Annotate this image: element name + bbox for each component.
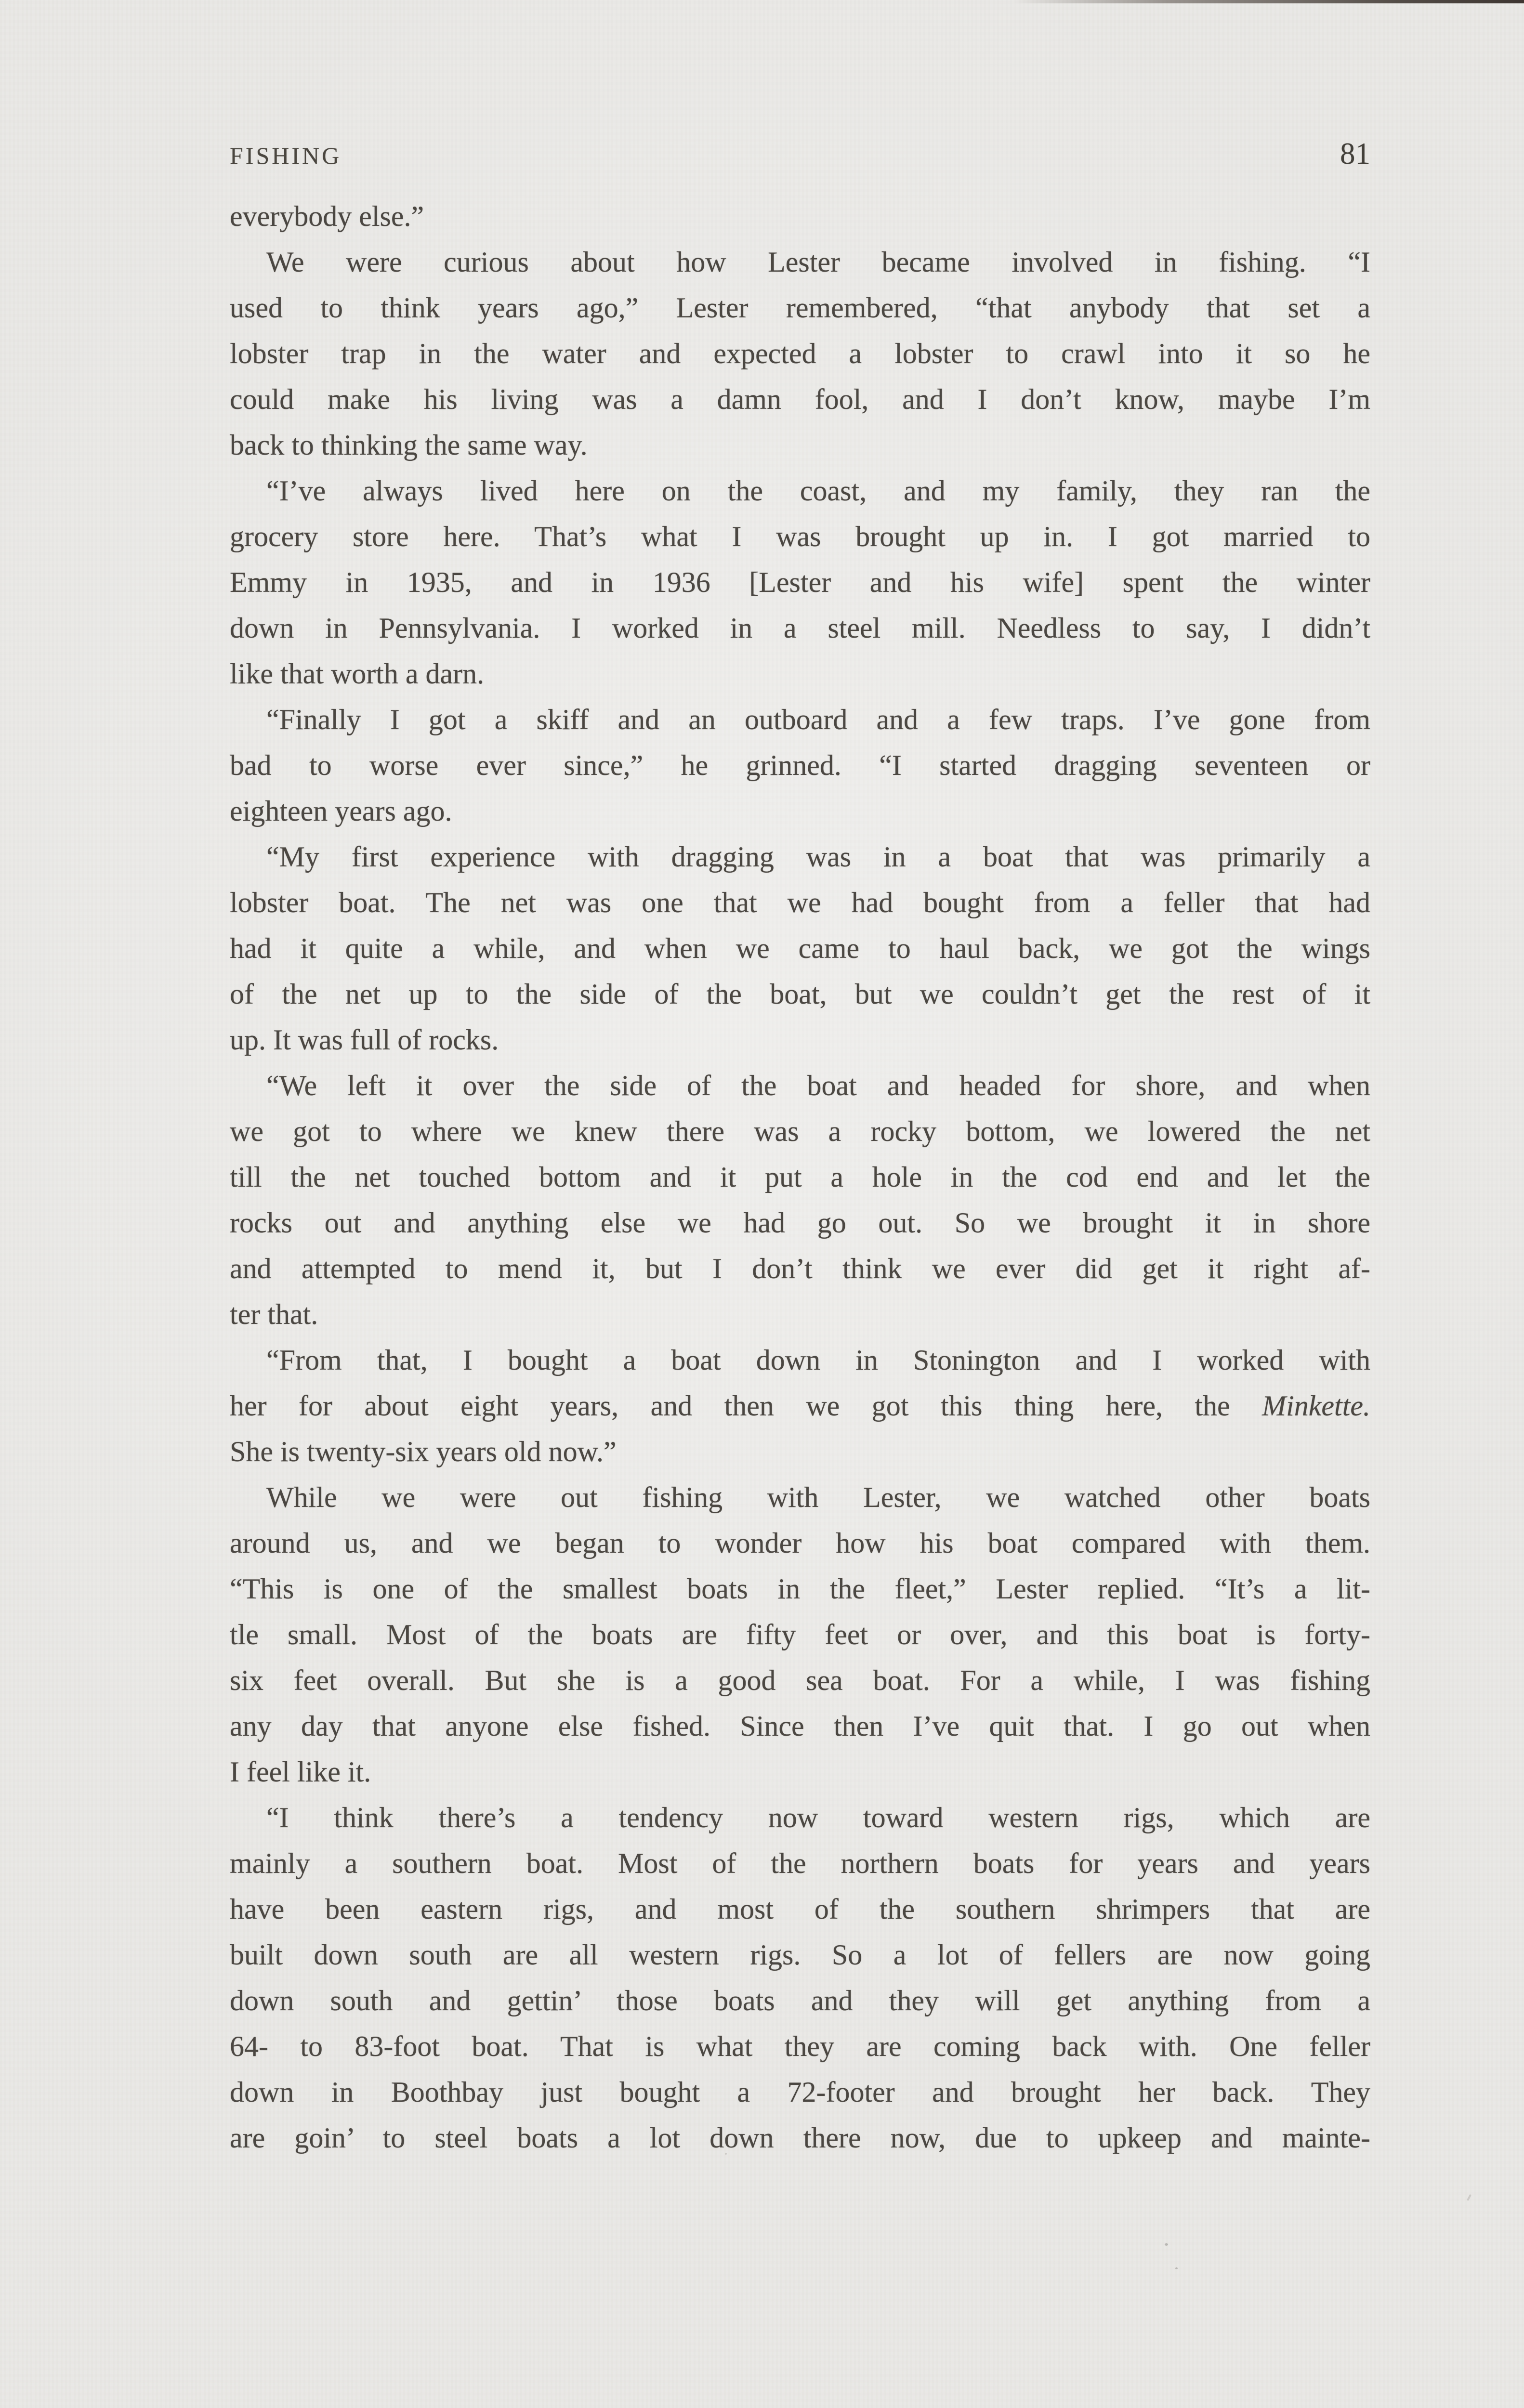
page-number: 81 [1340, 137, 1370, 170]
text-line: had it quite a while, and when we came to haul back, we got the wings [230, 932, 1370, 964]
text-line: up. It was full of rocks. [230, 1024, 499, 1056]
text-line: eighteen years ago. [230, 795, 452, 827]
text-line: six feet overall. But she is a good sea boat. For a while, I was fishing [230, 1664, 1370, 1696]
text-line: her for about eight years, and then we got this thing here, the Minkette. [230, 1390, 1370, 1422]
text-line: We were curious about how Lester became involved in fishing. “I [266, 246, 1370, 278]
text-line: She is twenty-six years old now.” [230, 1436, 617, 1467]
text-line: I feel like it. [230, 1756, 371, 1788]
text-line: bad to worse ever since,” he grinned. “I started dragging seventeen or [230, 749, 1370, 781]
text-line: Emmy in 1935, and in 1936 [Lester and his wife] spent the winter [230, 566, 1370, 598]
paper-speck [1467, 2194, 1471, 2201]
text-line: “I’ve always lived here on the coast, and my family, they ran the [266, 475, 1370, 507]
text-line: used to think years ago,” Lester remembered, “that anybody that set a [230, 292, 1370, 324]
text-line: are goin’ to steel boats a lot down there now, due to upkeep and mainte- [230, 2122, 1370, 2154]
text-line: 64- to 83-foot boat. That is what they are coming back with. One feller [230, 2030, 1370, 2062]
paper-speck [725, 2153, 727, 2155]
paper-speck [1165, 2243, 1168, 2246]
text-line: While we were out fishing with Lester, we watched other boats [266, 1481, 1370, 1513]
text-line: built down south are all western rigs. So a lot of fellers are now going [230, 1939, 1370, 1971]
text-line: mainly a southern boat. Most of the northern boats for years and years [230, 1847, 1370, 1879]
text-line: around us, and we began to wonder how his boat compared with them. [230, 1527, 1370, 1559]
text-block [230, 194, 1370, 2161]
text-line: “From that, I bought a boat down in Stonington and I worked with [266, 1344, 1370, 1376]
text-line: any day that anyone else fished. Since then I’ve quit that. I go out when [230, 1710, 1370, 1742]
paragraph [230, 1337, 1370, 1475]
page-header [230, 139, 1370, 169]
text-line: rocks out and anything else we had go out. So we brought it in shore [230, 1207, 1370, 1239]
paragraph [230, 194, 1370, 239]
text-line: like that worth a darn. [230, 658, 485, 690]
text-line: and attempted to mend it, but I don’t think we ever did get it right af- [230, 1253, 1370, 1284]
text-line: back to thinking the same way. [230, 429, 588, 461]
text-line: could make his living was a damn fool, and I don’t know, maybe I’m [230, 383, 1370, 415]
paper-speck [1175, 2267, 1178, 2269]
text-line: “We left it over the side of the boat and headed for shore, and when [266, 1070, 1370, 1101]
text-line: lobster boat. The net was one that we had bought from a feller that had [230, 887, 1370, 918]
paragraph [230, 697, 1370, 834]
text-line: down south and gettin’ those boats and they will get anything from a [230, 1985, 1370, 2016]
text-line: down in Boothbay just bought a 72-footer and brought her back. They [230, 2076, 1370, 2108]
text-line: “Finally I got a skiff and an outboard and a few traps. I’ve gone from [266, 704, 1370, 735]
paragraph [230, 239, 1370, 468]
text-line: grocery store here. That’s what I was brought up in. I got married to [230, 521, 1370, 552]
text-line: of the net up to the side of the boat, but we couldn’t get the rest of it [230, 978, 1370, 1010]
text-line: “I think there’s a tendency now toward western rigs, which are [266, 1802, 1370, 1833]
paragraph [230, 834, 1370, 1063]
text-line: lobster trap in the water and expected a lobster to crawl into it so he [230, 338, 1370, 369]
text-line: have been eastern rigs, and most of the southern shrimpers that are [230, 1893, 1370, 1925]
text-line: till the net touched bottom and it put a hole in the cod end and let the [230, 1161, 1370, 1193]
text-line: down in Pennsylvania. I worked in a steel mill. Needless to say, I didn’t [230, 612, 1370, 644]
paragraph [230, 1795, 1370, 2161]
running-title: FISHING [230, 142, 342, 169]
scan-edge-shadow [1013, 0, 1524, 3]
text-line: we got to where we knew there was a rocky bottom, we lowered the net [230, 1115, 1370, 1147]
paragraph [230, 1475, 1370, 1795]
text-line: tle small. Most of the boats are fifty feet or over, and this boat is forty- [230, 1619, 1370, 1650]
text-line: everybody else.” [230, 200, 424, 232]
paragraph [230, 468, 1370, 697]
text-line: ter that. [230, 1298, 318, 1330]
text-line: “This is one of the smallest boats in the fleet,” Lester replied. “It’s a lit- [230, 1573, 1370, 1605]
paragraph [230, 1063, 1370, 1337]
text-line: “My first experience with dragging was in a boat that was primarily a [266, 841, 1370, 873]
